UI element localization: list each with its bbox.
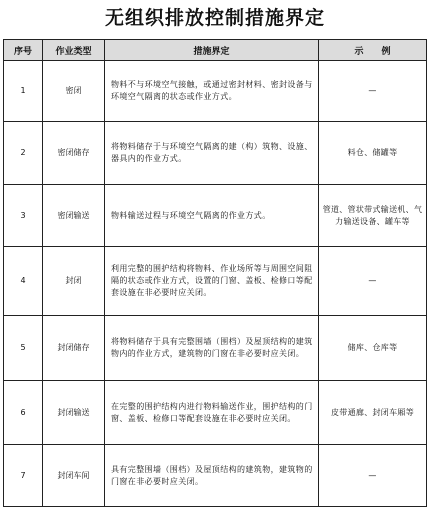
measures-table — [3, 39, 427, 507]
header-no: 序号 — [4, 40, 43, 61]
cell-type: 封闭输送 — [43, 381, 105, 445]
cell-example: — — [319, 61, 427, 122]
cell-example: 皮带通廊、封闭车厢等 — [319, 381, 427, 445]
header-measure: 措施界定 — [105, 40, 319, 61]
cell-example: 储库、仓库等 — [319, 316, 427, 381]
cell-measure: 在完整的围护结构内进行物料输送作业，围护结构的门窗、盖板、检修口等配套设施在非必要时应关闭。 — [105, 381, 319, 445]
cell-no: 3 — [4, 185, 43, 247]
table-row — [4, 61, 427, 122]
cell-type: 封闭 — [43, 247, 105, 316]
cell-measure: 将物料储存于具有完整围墙（围档）及屋顶结构的建筑物内的作业方式，建筑物的门窗在非必要时应关闭。 — [105, 316, 319, 381]
cell-type: 密闭输送 — [43, 185, 105, 247]
table-row — [4, 445, 427, 507]
cell-measure: 物料输送过程与环境空气隔离的作业方式。 — [105, 185, 319, 247]
cell-example: — — [319, 445, 427, 507]
table-row — [4, 316, 427, 381]
cell-no: 1 — [4, 61, 43, 122]
cell-no: 4 — [4, 247, 43, 316]
cell-no: 5 — [4, 316, 43, 381]
header-type: 作业类型 — [43, 40, 105, 61]
header-example: 示 例 — [319, 40, 427, 61]
table-row — [4, 122, 427, 185]
cell-no: 7 — [4, 445, 43, 507]
cell-example: 料仓、储罐等 — [319, 122, 427, 185]
cell-type: 封闭储存 — [43, 316, 105, 381]
cell-type: 密闭 — [43, 61, 105, 122]
cell-measure: 将物料储存于与环境空气隔离的建（构）筑物、设施、器具内的作业方式。 — [105, 122, 319, 185]
cell-no: 2 — [4, 122, 43, 185]
cell-measure: 具有完整围墙（围档）及屋顶结构的建筑物，建筑物的门窗在非必要时应关闭。 — [105, 445, 319, 507]
cell-no: 6 — [4, 381, 43, 445]
document-title: 无组织排放控制措施界定 — [104, 7, 325, 29]
cell-type: 封闭车间 — [43, 445, 105, 507]
cell-measure: 利用完整的围护结构将物料、作业场所等与周围空间阻隔的状态或作业方式，设置的门窗、盖板、检修口等配套设施在非必要时应关闭。 — [105, 247, 319, 316]
table-row — [4, 185, 427, 247]
cell-example: 管道、管状带式输送机、气力输送设备、罐车等 — [319, 185, 427, 247]
table-header-row — [4, 40, 427, 61]
cell-type: 密闭储存 — [43, 122, 105, 185]
table-row — [4, 247, 427, 316]
table-row — [4, 381, 427, 445]
cell-measure: 物料不与环境空气接触，或通过密封材料、密封设备与环境空气隔离的状态或作业方式。 — [105, 61, 319, 122]
cell-example: — — [319, 247, 427, 316]
